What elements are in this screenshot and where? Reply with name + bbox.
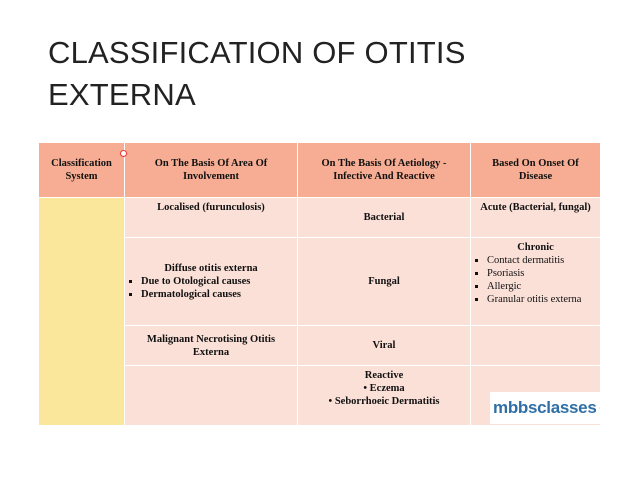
classification-table-container bbox=[38, 142, 600, 425]
list-item: ▪ Dermatological causes bbox=[141, 288, 293, 301]
table-row bbox=[39, 198, 601, 238]
cell-localised: Localised (furunculosis) bbox=[125, 198, 298, 238]
header-classification-system: Classification System bbox=[39, 143, 125, 198]
diffuse-list bbox=[129, 275, 293, 301]
cell-fungal: Fungal bbox=[298, 238, 471, 326]
list-item: ▪ Granular otitis externa bbox=[487, 293, 596, 306]
header-aetiology: On The Basis Of Aetiology - Infective And Reactive bbox=[298, 143, 471, 198]
reactive-heading: Reactive bbox=[364, 370, 404, 381]
cell-viral: Viral bbox=[298, 326, 471, 366]
cell-reactive bbox=[298, 366, 471, 426]
slide-title: CLASSIFICATION OF OTITIS EXTERNA bbox=[48, 35, 466, 112]
classification-table bbox=[38, 142, 601, 426]
leaf-icon bbox=[599, 395, 601, 421]
header-area-of-involvement: On The Basis Of Area Of Involvement bbox=[125, 143, 298, 198]
chronic-list bbox=[475, 254, 596, 306]
cell-diffuse bbox=[125, 238, 298, 326]
classification-system-cell bbox=[39, 198, 125, 426]
list-item: ▪ Due to Otological causes bbox=[141, 275, 293, 288]
list-item: • Eczema bbox=[363, 383, 405, 394]
cell-bacterial: Bacterial bbox=[298, 198, 471, 238]
red-marker-dot bbox=[120, 150, 127, 157]
header-onset-of-disease: Based On Onset Of Disease bbox=[471, 143, 601, 198]
chronic-heading: Chronic bbox=[517, 242, 554, 253]
reactive-list bbox=[302, 382, 466, 408]
cell-malignant: Malignant Necrotising Otitis Externa bbox=[125, 326, 298, 366]
cell-empty bbox=[471, 326, 601, 366]
watermark-text: mbbsclasses bbox=[493, 398, 597, 417]
watermark-logo bbox=[490, 392, 600, 424]
list-item: ▪ Allergic bbox=[487, 280, 596, 293]
list-item: ▪ Psoriasis bbox=[487, 267, 596, 280]
cell-acute: Acute (Bacterial, fungal) bbox=[471, 198, 601, 238]
cell-empty bbox=[125, 366, 298, 426]
list-item: ▪ Contact dermatitis bbox=[487, 254, 596, 267]
list-item: • Seborrhoeic Dermatitis bbox=[328, 396, 440, 407]
cell-chronic bbox=[471, 238, 601, 326]
diffuse-heading: Diffuse otitis externa bbox=[164, 263, 258, 274]
